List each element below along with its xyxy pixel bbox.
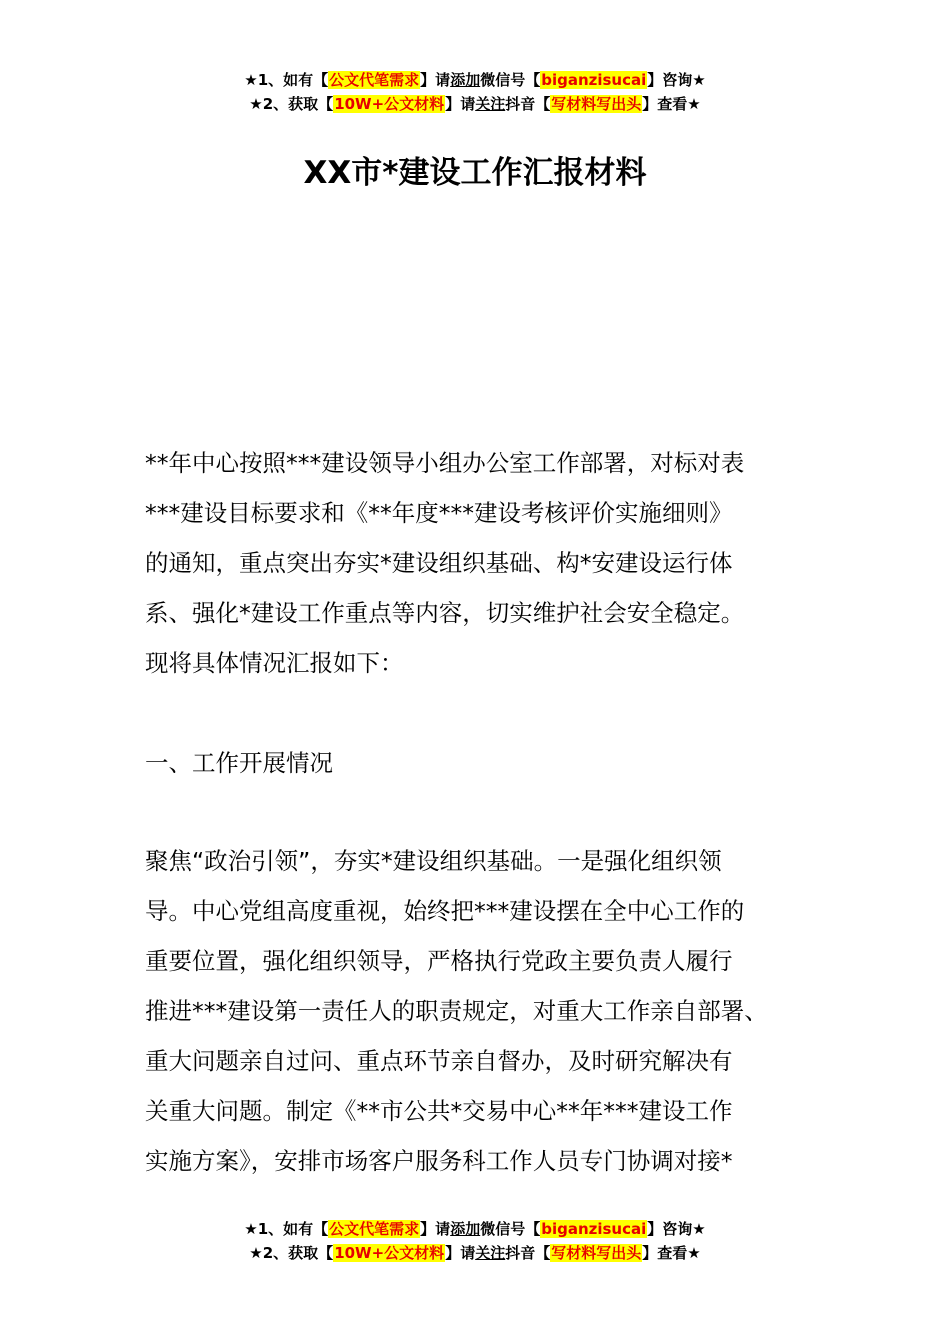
banner-text: 抖音【 — [505, 95, 551, 113]
section-paragraph — [145, 836, 835, 1186]
banner-text: 】查看★ — [642, 1244, 701, 1262]
banner-highlight: 公文代笔需求 — [329, 1220, 420, 1238]
banner-text: 微信号【 — [480, 71, 541, 89]
footer-banner — [0, 1217, 950, 1265]
paragraph-line: 系、强化*建设工作重点等内容，切实维护社会安全稳定。 — [145, 599, 745, 627]
banner-text: 】请 — [445, 95, 476, 113]
banner-highlight: 10W+公文材料 — [334, 95, 445, 113]
banner-text: 】请 — [445, 1244, 476, 1262]
paragraph-line: 推进***建设第一责任人的职责规定，对重大工作亲自部署、 — [145, 997, 768, 1025]
banner-highlight: 10W+公文材料 — [334, 1244, 445, 1262]
banner-text: ★2、获取【 — [249, 1244, 334, 1262]
banner-emphasis: 关注 — [475, 1244, 506, 1262]
paragraph-line: 的通知，重点突出夯实*建设组织基础、构*安建设运行体 — [145, 549, 733, 577]
banner-line-1 — [0, 68, 950, 92]
banner-text: 】请 — [420, 1220, 451, 1238]
paragraph-line: 重要位置，强化组织领导，严格执行党政主要负责人履行 — [145, 947, 733, 975]
banner-text: ★1、如有【 — [244, 1220, 329, 1238]
header-banner — [0, 68, 950, 116]
banner-text: ★1、如有【 — [244, 71, 329, 89]
banner-text: 】查看★ — [642, 95, 701, 113]
section-heading — [145, 738, 835, 788]
paragraph-line: 导。中心党组高度重视，始终把***建设摆在全中心工作的 — [145, 897, 745, 925]
banner-text: ★2、获取【 — [249, 95, 334, 113]
paragraph-line: 现将具体情况汇报如下： — [145, 649, 404, 677]
paragraph-line: **年中心按照***建设领导小组办公室工作部署，对标对表 — [145, 449, 745, 477]
banner-line-1 — [0, 1217, 950, 1241]
banner-highlight: biganzisucai — [541, 71, 647, 89]
banner-line-2 — [0, 1241, 950, 1265]
intro-paragraph — [145, 438, 835, 688]
banner-emphasis: 添加 — [450, 1220, 481, 1238]
banner-text: 微信号【 — [480, 1220, 541, 1238]
banner-text: 】咨询★ — [647, 1220, 706, 1238]
banner-highlight: 写材料写出头 — [551, 95, 642, 113]
document-title: XX市*建设工作汇报材料 — [303, 155, 647, 191]
banner-text: 抖音【 — [505, 1244, 551, 1262]
banner-text: 】请 — [420, 71, 451, 89]
section-heading-text: 一、工作开展情况 — [145, 749, 333, 777]
paragraph-line: 实施方案》，安排市场客户服务科工作人员专门协调对接* — [145, 1147, 733, 1175]
paragraph-line: 聚焦“政治引领”，夯实*建设组织基础。一是强化组织领 — [145, 847, 722, 875]
banner-emphasis: 关注 — [475, 95, 506, 113]
banner-highlight: biganzisucai — [541, 1220, 647, 1238]
paragraph-line: ***建设目标要求和《**年度***建设考核评价实施细则》 — [145, 499, 733, 527]
banner-highlight: 公文代笔需求 — [329, 71, 420, 89]
banner-emphasis: 添加 — [450, 71, 481, 89]
banner-highlight: 写材料写出头 — [551, 1244, 642, 1262]
paragraph-line: 关重大问题。制定《**市公共*交易中心**年***建设工作 — [145, 1097, 733, 1125]
banner-line-2 — [0, 92, 950, 116]
paragraph-line: 重大问题亲自过问、重点环节亲自督办，及时研究解决有 — [145, 1047, 733, 1075]
banner-text: 】咨询★ — [647, 71, 706, 89]
